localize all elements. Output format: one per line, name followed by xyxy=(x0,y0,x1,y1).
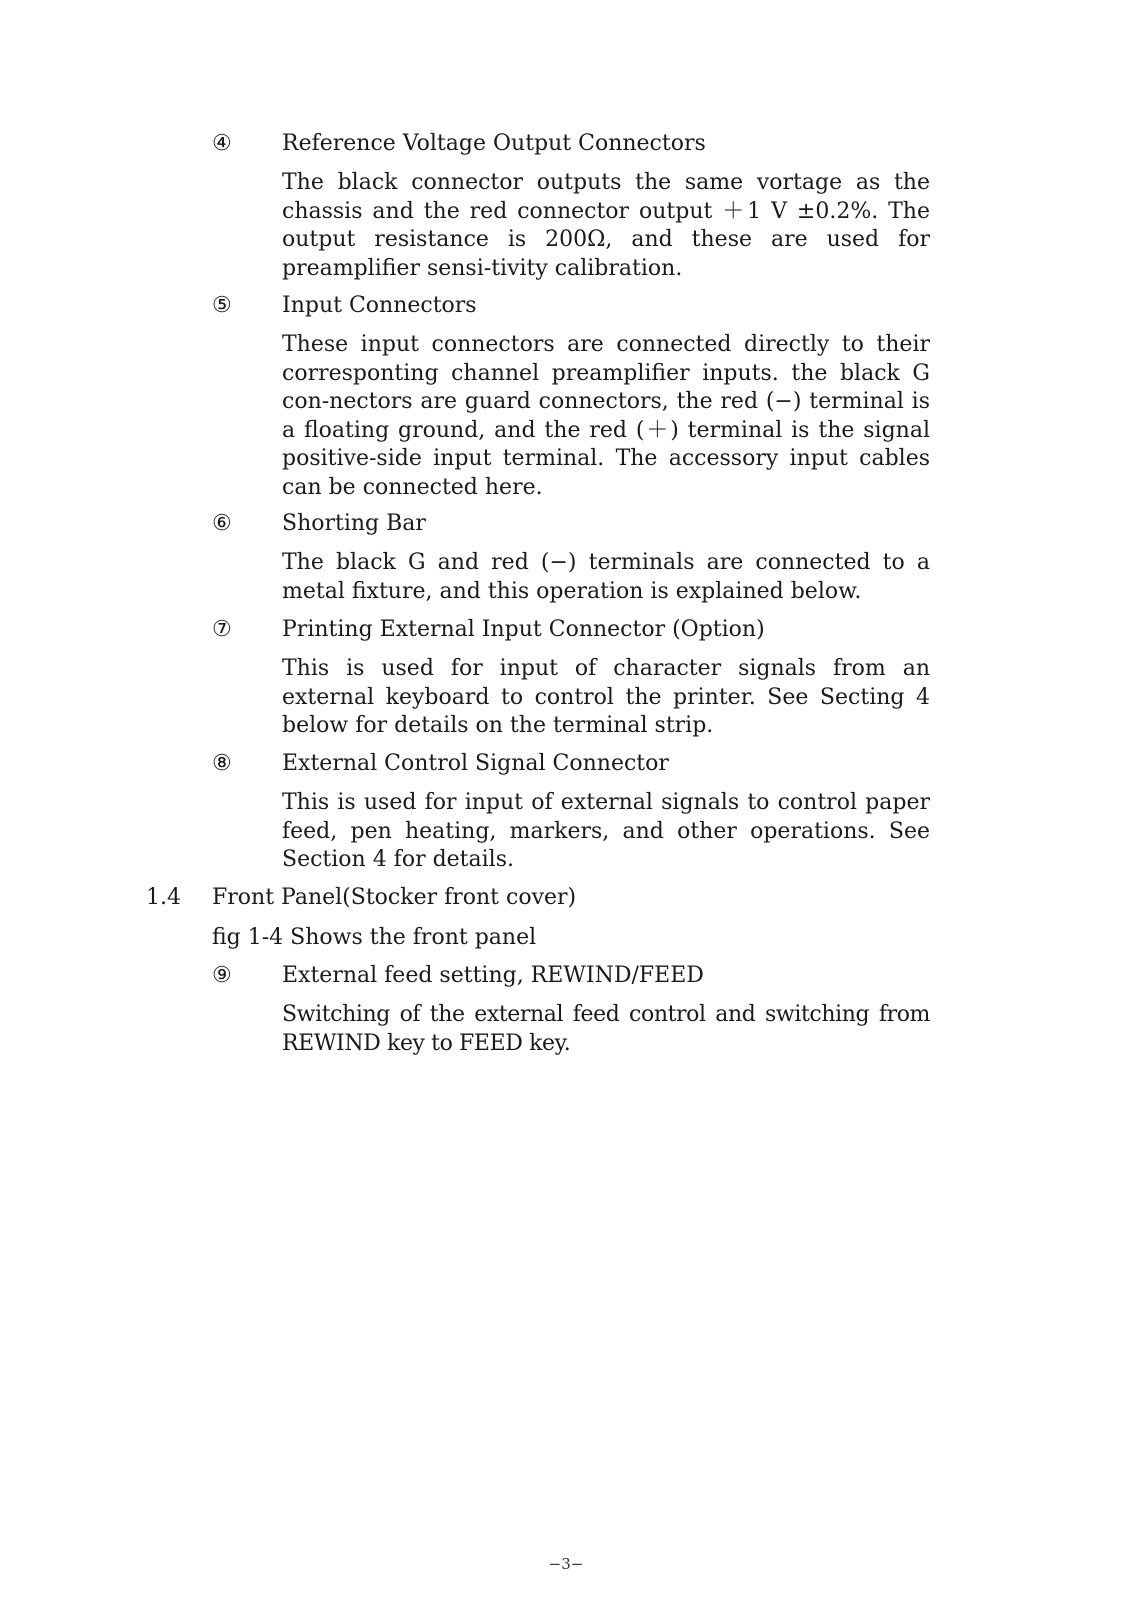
item-body: The black connector outputs the same vortage as the chassis and the red connector output ＋1 V ±0.2%. The output resistance is 200Ω, and these are used for preamplifier sensi-tivity calibration. xyxy=(282,170,930,281)
section-title: Front Panel(Stocker front cover) xyxy=(212,885,577,910)
item-title: External Control Signal Connector xyxy=(282,751,669,776)
item-body: These input connectors are connected directly to their corresponting channel preamplifier inputs. the black G con-nectors are guard connectors, the red (−) terminal is a floating ground, and the red (＋) terminal is the signal positive-side input terminal. The accessory input cables can be connected here. xyxy=(282,332,930,500)
section-number: 1.4 xyxy=(146,885,181,910)
item-title: Reference Voltage Output Connectors xyxy=(282,131,706,156)
item-number: ④ xyxy=(212,131,232,156)
item-number: ⑤ xyxy=(212,293,232,318)
item-body: This is used for input of character signals from an external keyboard to control the printer. See Secting 4 below for details on the terminal strip. xyxy=(282,656,930,738)
item-title: Printing External Input Connector (Option) xyxy=(282,617,765,642)
item-body: This is used for input of external signals to control paper feed, pen heating, markers, and other operations. See Section 4 for details. xyxy=(282,790,930,872)
item-title: Shorting Bar xyxy=(282,511,426,536)
item-number: ⑨ xyxy=(212,963,232,988)
item-number: ⑧ xyxy=(212,751,232,776)
section-subtitle: fig 1-4 Shows the front panel xyxy=(212,925,537,950)
page-number: −3− xyxy=(548,1555,584,1573)
item-number: ⑦ xyxy=(212,617,232,642)
item-title: Input Connectors xyxy=(282,293,477,318)
item-body: The black G and red (−) terminals are connected to a metal fixture, and this operation is explained below. xyxy=(282,550,930,604)
item-number: ⑥ xyxy=(212,511,232,536)
item-body: Switching of the external feed control and switching from REWIND key to FEED key. xyxy=(282,1002,930,1056)
item-title: External feed setting, REWIND/FEED xyxy=(282,963,704,988)
